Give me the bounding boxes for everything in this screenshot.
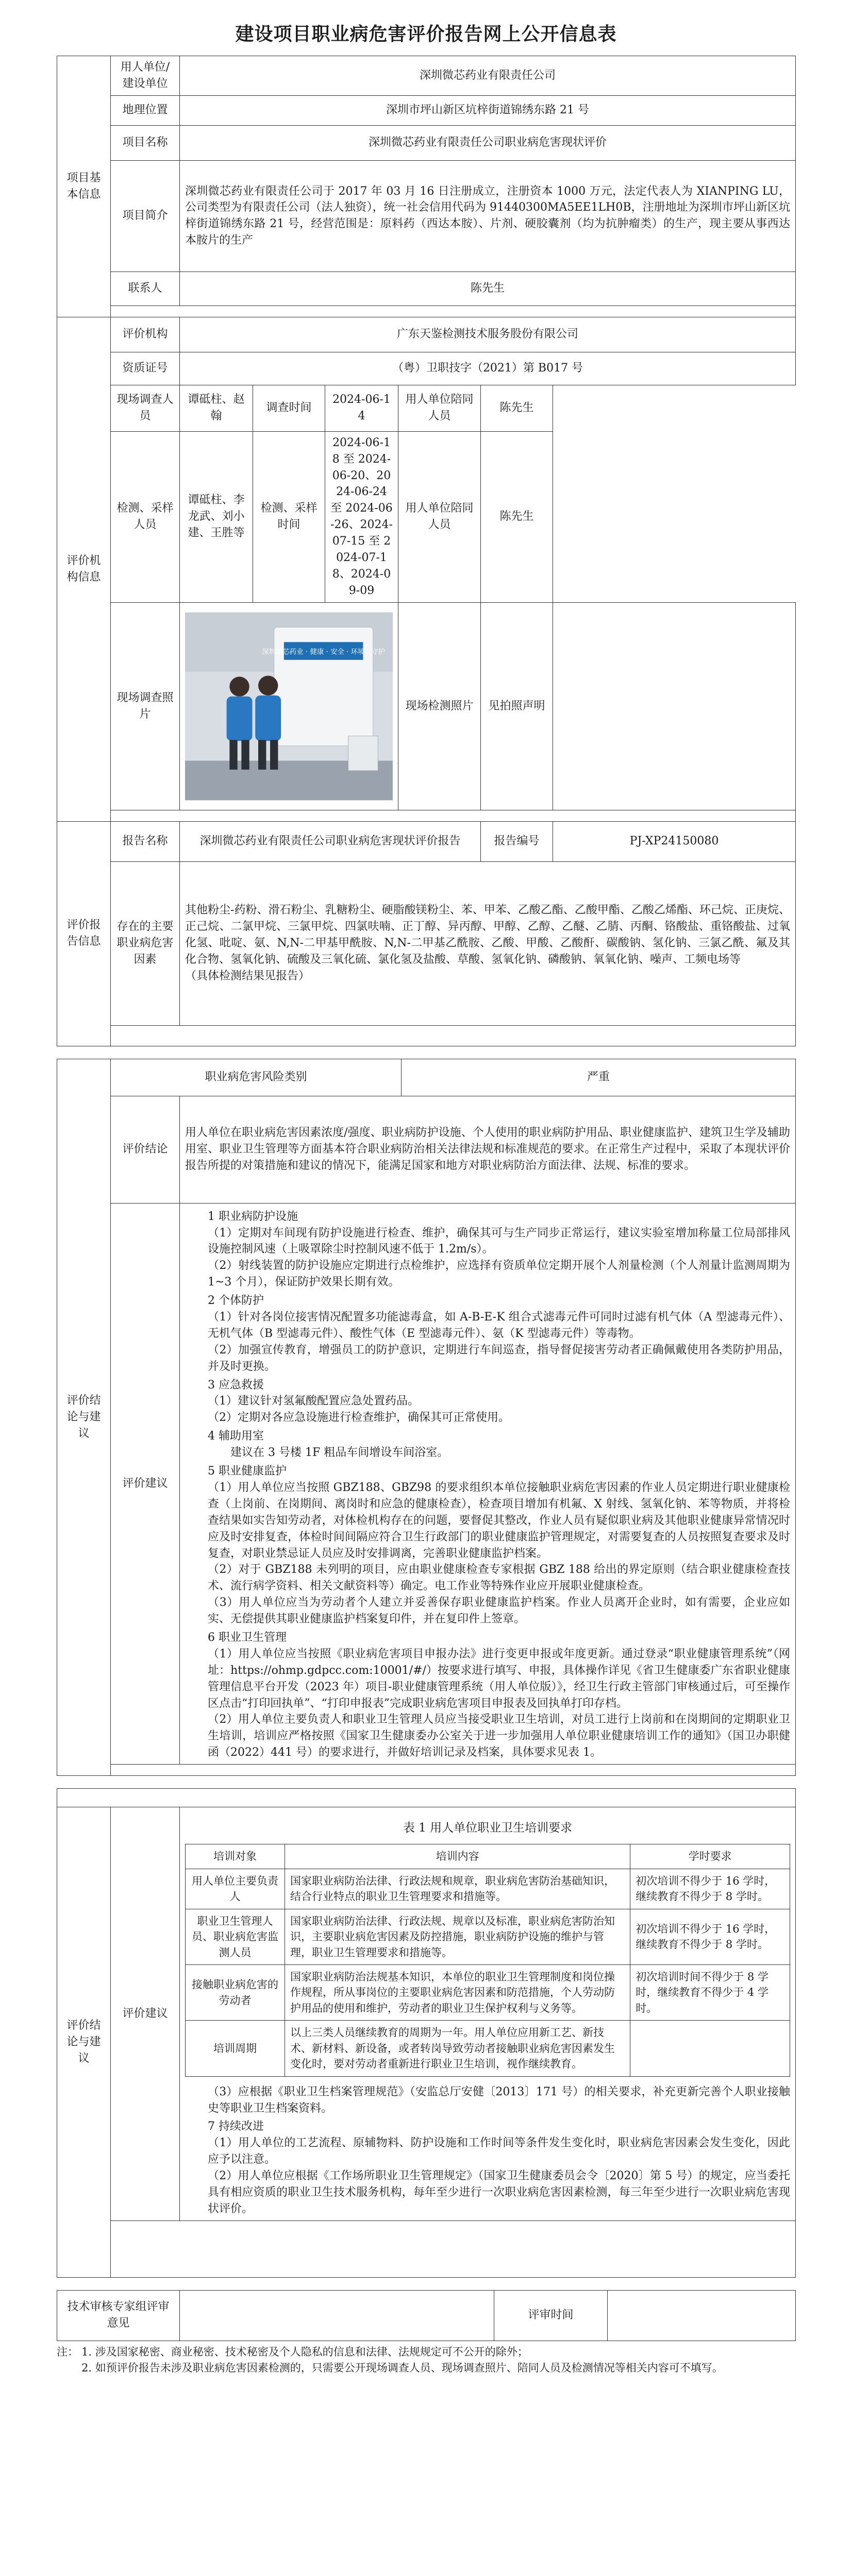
company-escort-label-1: 用人单位陪同人员 [398, 385, 481, 431]
agency-section-label: 评价机构信息 [57, 317, 111, 821]
company-escort-label-2: 用人单位陪同人员 [398, 431, 481, 602]
suggestion-line: （2）用人单位主要负责人和职业卫生管理人员应当接受职业卫生培训，对员工进行上岗前和在岗期间的定期职业卫生培训，培训应严格按照《国家卫生健康委办公室关于进一步加强用人单位职业健康培训工作的通知》（国卫办职健函（2022）441 号）的要求进行，并做好培训记录及档案，具体要求见表 1。 [208, 1713, 791, 1759]
training-content-cell: 国家职业病防治法律、行政法规和规章，职业病危害防治基础知识，结合行业特点的职业卫生管理要求和措施等。 [285, 1869, 630, 1909]
site-photo-image [185, 608, 393, 804]
suggestion-line: 3 应急救援 [208, 1378, 264, 1392]
suggestion-line: 4 辅助用室 [208, 1430, 264, 1443]
intro-label: 项目简介 [111, 160, 180, 272]
suggestion-line: （1）用人单位应当按照《职业病危害项目申报办法》进行变更申报或年度更新。通过登录“职业健康管理系统”（网址：https://ohmp.gdpcc.com:10001/#/）按要求进行填写、申报，具体操作详见《省卫生健康委广东省职业健康管理信息平台开发（2023 年）项目-职业健康管理系统（用人单位版）》，经卫生行政主管部门审核通过后，可至操作区点击“打印回执单”、“打印申报表”完成职业病危害项目申报表及回执单打印存档。 [208, 1647, 791, 1710]
review-time-label: 评审时间 [494, 2290, 608, 2341]
spacer-row [111, 2221, 796, 2277]
project-name-label: 项目名称 [111, 125, 180, 160]
photo-cell-label: 现场检测照片 [398, 602, 481, 810]
site-photo [185, 606, 393, 807]
sampling-staff-value: 谭砥柱、李龙武、刘小建、王胜等 [180, 431, 253, 602]
suggestions-body [180, 1203, 796, 1764]
suggestion-line: （1）定期对车间现有防护设施进行检查、维护，确保其可与生产同步正常运行，建议实验室增加称量工位局部排风设施控制风速（上吸罩除尘时控制风速不低于 1.2m/s）。 [208, 1226, 791, 1256]
survey-staff-value: 谭砥柱、赵翰 [180, 385, 253, 431]
training-hours-cell: 初次培训不得少于 16 学时，继续教育不得少于 8 学时。 [630, 1909, 790, 1964]
cert-label: 资质证号 [111, 352, 180, 385]
suggestion-tail-line: （3）应根据《职业卫生档案管理规范》（安监总厅安健〔2013〕171 号）的相关要求，补充更新完善个人职业接触史等职业卫生档案资料。 [208, 2085, 790, 2115]
training-hours-cell: 初次培训时间不得少于 8 学时，继续教育不得少于 4 学时。 [630, 1965, 790, 2021]
suggestions-tail-list [185, 2084, 790, 2217]
training-content-cell: 以上三类人员继续教育的周期为一年。用人单位应用新工艺、新技术、新材料、新设备，或者转岗导致劳动者接触职业病危害因素发生变化时，要对劳动者重新进行职业卫生培训，视作继续教育。 [285, 2021, 630, 2076]
org-label: 评价机构 [111, 317, 180, 352]
training-hours-cell: 初次培训不得少于 16 学时，继续教育不得少于 8 学时。 [630, 1869, 790, 1909]
training-target-cell: 接触职业病危害的劳动者 [186, 1965, 285, 2021]
review-time-value [608, 2290, 796, 2341]
suggestion-line: （3）用人单位应当为劳动者个人建立并妥善保存职业健康监护档案。作业人员离开企业时，如有需要，企业应如实、无偿提供其职业健康监护档案复印件，并在复印件上签章。 [208, 1596, 791, 1626]
sampling-staff-label: 检测、采样人员 [111, 431, 180, 602]
training-header-cell: 培训内容 [285, 1844, 630, 1869]
address-value: 深圳市坪山新区坑梓街道锦绣东路 21 号 [180, 95, 796, 125]
suggestion-line: 5 职业健康监护 [208, 1465, 287, 1478]
footnote-item: 2. 如预评价报告未涉及职业病危害因素检测的，只需要公开现场调查人员、现场调查照片、陪同人员及检测情况等相关内容可不填写。 [81, 2362, 723, 2375]
site-photo-cell [180, 602, 398, 810]
suggestion-tail-line: 7 持续改进 [208, 2120, 264, 2133]
training-target-cell: 职业卫生管理人员、职业病危害监测人员 [186, 1909, 285, 1964]
suggestion-line: 1 职业病防护设施 [208, 1210, 298, 1223]
training-content-cell: 国家职业病防治法规基本知识，本单位的职业卫生管理制度和岗位操作规程，所从事岗位的主要职业病危害因素和防范措施，个人劳动防护用品的使用和维护，劳动者的职业卫生保护权利与义务等。 [285, 1965, 630, 2021]
suggestion-line: （2）射线装置的防护设施应定期进行点检维护，应选择有资质单位定期开展个人剂量检测（个人剂量计监测周期为 1~3 个月），保证防护效果长期有效。 [208, 1259, 791, 1289]
review-table [57, 2290, 796, 2341]
training-row [186, 1965, 790, 2021]
suggestion-tail-line: （1）用人单位的工艺流程、原辅物料、防护设施和工作时间等条件发生变化时，职业病危害因素会发生变化，因此应予以注意。 [208, 2137, 790, 2166]
training-header-cell: 学时要求 [630, 1844, 790, 1869]
spacer-row [111, 1765, 796, 1776]
suggestion-line: （1）用人单位应当按照 GBZ188、GBZ98 的要求组织本单位接触职业病危害因素的作业人员定期进行职业健康检查（上岗前、在岗期间、离岗时和应急的健康检查），检查项目增加有机氟、X 射线、氢氧化钠、苯等物质，并将检查结果如实告知劳动者，对体检机构存在的问题，要督促其整改，作业人员有疑似职业病及其他职业健康异常情况时应及时安排复查，体检时间间隔应符合卫生行政部门的职业健康监护管理规定，对需要复查的人员按照复查要求及时复查，对职业禁忌证人员应及时安排调离，完善职业健康监护档案。 [208, 1481, 791, 1560]
suggestion-line: （2）定期对各应急设施进行检查维护，确保其可正常使用。 [208, 1411, 510, 1425]
report-section-label: 评价报告信息 [57, 821, 111, 1046]
svg-text:深圳微芯药业 · 健康 · 安全 · 环境 · 守护: 深圳微芯药业 · 健康 · 安全 · 环境 · 守护 [262, 648, 386, 656]
employer-label: 用人单位/建设单位 [111, 56, 180, 96]
training-target-cell: 培训周期 [186, 2021, 285, 2076]
evaluation-section-label-2: 评价结论与建议 [57, 1807, 111, 2278]
org-value: 广东天鉴检测技术服务股份有限公司 [180, 317, 796, 352]
expert-value [180, 2290, 494, 2341]
training-table-body [186, 1869, 790, 2076]
evaluation-section-label: 评价结论与建议 [57, 1059, 111, 1775]
suggestion-line: 建议在 3 号楼 1F 粗品车间增设车间浴室。 [230, 1446, 449, 1460]
risk-label: 职业病危害风险类别 [111, 1059, 402, 1096]
conclusion-value: 用人单位在职业病危害因素浓度/强度、职业病防护设施、个人使用的职业病防护用品、职业健康监护、建筑卫生学及辅助用室、职业卫生管理等方面基本符合职业病防治相关法律法规和标准规范的要求。在正常生产过程中，采取了本现状评价报告所提的对策措施和建议的情况下，能满足国家和地方对职业病防治方面法律、法规、标准的要求。 [180, 1096, 796, 1203]
training-table-header [186, 1844, 790, 1869]
report-name-label: 报告名称 [111, 821, 180, 861]
training-target-cell: 用人单位主要负责人 [186, 1869, 285, 1909]
training-table-caption: 表 1 用人单位职业卫生培训要求 [403, 1821, 573, 1835]
spacer-row [111, 306, 796, 317]
company-escort-value-1: 陈先生 [481, 385, 553, 431]
report-name-value: 深圳微芯药业有限责任公司职业病危害现状评价报告 [180, 821, 481, 861]
photo-empty-cell [553, 602, 796, 810]
conclusion-label: 评价结论 [111, 1096, 180, 1203]
training-header-cell: 培训对象 [186, 1844, 285, 1869]
address-label: 地理位置 [111, 95, 180, 125]
spacer-row [111, 1025, 796, 1046]
survey-time-value: 2024-06-14 [325, 385, 398, 431]
photo-label: 现场调查照片 [111, 602, 180, 810]
contact-value: 陈先生 [180, 272, 796, 306]
hazards-cell [180, 861, 796, 1025]
risk-value: 严重 [402, 1059, 796, 1096]
survey-time-label: 调查时间 [253, 385, 325, 431]
training-hours-cell [630, 2021, 790, 2076]
basic-section-label: 项目基本信息 [57, 56, 111, 317]
sampling-time-label: 检测、采样时间 [253, 431, 325, 602]
suggestion-line: （1）针对各岗位接害情况配置多功能滤毒盒，如 A-B-E-K 组合式滤毒元件可同时过滤有机气体（A 型滤毒元件）、无机气体（B 型滤毒元件）、酸性气体（E 型滤毒元件）、氨（K 型滤毒元件）等毒物。 [208, 1311, 791, 1340]
training-content-cell: 国家职业病防治法律、行政法规、规章以及标准，职业病危害防治知识，主要职业病危害因素及防控措施，职业病防护设施的维护与管理，职业卫生管理要求和措施等。 [285, 1909, 630, 1964]
spacer-row [57, 1789, 796, 1807]
suggestions-label-2: 评价建议 [111, 1807, 180, 2221]
expert-label: 技术审核专家组评审意见 [57, 2290, 180, 2341]
suggestion-line: （2）加强宣传教育，增强员工的防护意识，定期进行车间巡查，指导督促接害劳动者正确佩戴使用各类防护用品，并及时更换。 [208, 1343, 791, 1373]
info-table-1 [57, 56, 796, 1046]
survey-staff-label: 现场调查人员 [111, 385, 180, 431]
contact-label: 联系人 [111, 272, 180, 306]
training-table [185, 1844, 790, 2076]
sampling-time-value: 2024-06-18 至 2024-06-20、2024-06-24 至 2024-06-26、2024-07-15 至 2024-07-18、2024-09-09 [325, 431, 398, 602]
page-title: 建设项目职业病危害评价报告网上公开信息表 [235, 23, 617, 45]
suggestion-line: 2 个体防护 [208, 1294, 264, 1308]
project-name-value: 深圳微芯药业有限责任公司职业病危害现状评价 [180, 125, 796, 160]
info-table-2 [57, 1059, 796, 1776]
suggestions-list [185, 1209, 790, 1761]
report-number-value: PJ-XP24150080 [553, 821, 796, 861]
employer-value: 深圳微芯药业有限责任公司 [180, 56, 796, 96]
footnotes-items [81, 2344, 795, 2377]
hazards-label: 存在的主要职业病危害因素 [111, 861, 180, 1025]
hazards-value: 其他粉尘-药粉、滑石粉尘、乳糖粉尘、硬脂酸镁粉尘、苯、甲苯、乙酸乙酯、乙酸甲酯、乙酸乙烯酯、环己烷、正庚烷、正己烷、二氯甲烷、三氯甲烷、四氯呋喃、正丁醇、异丙醇、甲醇、乙醇、乙醚、乙腈、丙酮、铬酸盐、重铬酸盐、过氧化氢、吡啶、氨、N,N-二甲基甲酰胺、N,N-二甲基乙酰胺、乙酸、甲酸、乙酸酐、碳酸钠、氢化钠、三氯乙酰、氟及其化合物、氢氧化钠、硫酸及三氧化硫、氯化氢及盐酸、草酸、氢氧化钠、磷酸钠、氧氧化钠、噪声、工频电场等 [185, 904, 791, 967]
training-row [186, 2021, 790, 2076]
company-escort-value-2: 陈先生 [481, 431, 553, 602]
suggestion-line: （1）建议针对氢氟酸配置应急处置药品。 [208, 1395, 419, 1408]
report-number-label: 报告编号 [481, 821, 553, 861]
cert-value: （粤）卫职技字（2021）第 B017 号 [180, 352, 796, 385]
intro-value: 深圳微芯药业有限责任公司于 2017 年 03 月 16 日注册成立，注册资本 1000 万元，法定代表人为 XIANPING LU，公司类型为有限责任公司（法人独资），统一社会信用代码为 91440300MA5EE1LH0B，注册地址为深圳市坪山新区坑梓街道锦绣东路 21 号，经营范围是：原料药（西达本胺）、片剂、硬胶囊剂（均为抗肿瘤类）的生产，现主要从事西达本胺片的生产 [180, 160, 796, 272]
training-row [186, 1869, 790, 1909]
photo-statement: 见拍照声明 [481, 602, 553, 810]
suggestion-line: 6 职业卫生管理 [208, 1631, 287, 1644]
suggestions-label: 评价建议 [111, 1203, 180, 1764]
training-row [186, 1909, 790, 1964]
footnote-item: 1. 涉及国家秘密、商业秘密、技术秘密及个人隐私的信息和法律、法规规定可不公开的除外； [81, 2345, 528, 2358]
info-table-3 [57, 1788, 796, 2278]
footnotes [57, 2344, 795, 2377]
suggestion-tail-line: （2）用人单位应根据《工作场所职业卫生管理规定》（国家卫生健康委员会令〔2020〕第 5 号）的规定，应当委托具有相应资质的职业卫生技术服务机构，每年至少进行一次职业病危害因素检测，每三年至少进行一次职业病危害现状评价。 [208, 2170, 790, 2215]
spacer-row [111, 810, 796, 821]
suggestion-line: （2）对于 GBZ188 未列明的项目，应由职业健康检查专家根据 GBZ 188 给出的界定原则（结合职业健康检查技术、流行病学资料、相关文献资料等）确定。电工作业等特殊作业应开展职业健康检查。 [208, 1563, 791, 1593]
hazards-note: （具体检测结果见报告） [185, 970, 310, 983]
suggestions-body-2 [180, 1807, 796, 2221]
footnotes-label: 注： [57, 2345, 78, 2358]
